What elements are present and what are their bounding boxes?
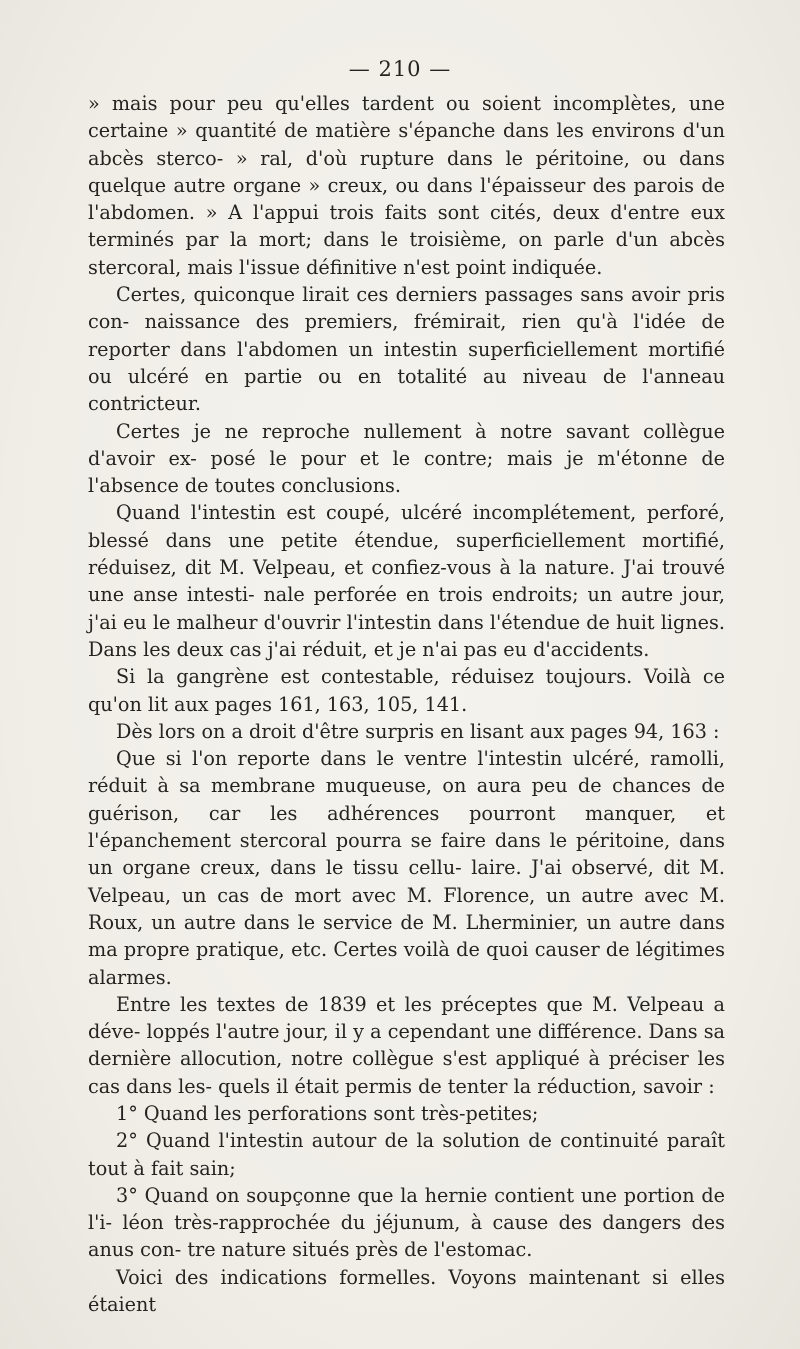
paragraph-gangrene-contestable: Si la gangrène est contestable, réduisez toujours. Voilà ce qu'on lit aux pages 161, 163, 105, 141. — [88, 665, 725, 716]
list-item-1: 1° Quand les perforations sont très-petites; — [116, 1101, 539, 1125]
page-number: — 210 — — [348, 57, 452, 81]
paragraph-certes-quiconque: Certes, quiconque lirait ces derniers passages sans avoir pris con- naissance des premiers, frémirait, rien qu'à l'idée de reporter dans l'abdomen un intestin superficiellement mortifié ou ulcéré en partie ou en totalité au niveau de l'anneau contricteur. — [88, 283, 725, 416]
list-item-3: 3° Quand on soupçonne que la hernie contient une portion de l'i- léon très-rapprochée du jéjunum, à cause des dangers des anus con- tre nature situés près de l'estomac. — [88, 1183, 725, 1262]
list-item-2: 2° Quand l'intestin autour de la solution de continuité paraît tout à fait sain; — [88, 1129, 725, 1180]
paragraph-entre-les-textes: Entre les textes de 1839 et les préceptes que M. Velpeau a déve- loppés l'autre jour, il y a cependant une différence. Dans sa dernière allocution, notre collègue s'est appliqué à préciser les cas dans les- quels il était permis de tenter la réduction, savoir : — [88, 992, 725, 1098]
paragraph-quand-intestin-coupe: Quand l'intestin est coupé, ulcéré incomplétement, perforé, blessé dans une petite étendue, superficiellement mortifié, réduisez, dit M. Velpeau, et confiez-vous à la nature. J'ai trouvé une anse intesti- nale perforée en trois endroits; un autre jour, j'ai eu le malheur d'ouvrir l'intestin dans l'étendue de huit lignes. Dans les deux cas j'ai réduit, et je n'ai pas eu d'accidents. — [88, 501, 725, 661]
paragraph-voici-indications: Voici des indications formelles. Voyons maintenant si elles étaient — [88, 1265, 725, 1317]
paragraph-que-si-on-reporte: Que si l'on reporte dans le ventre l'intestin ulcéré, ramolli, réduit à sa membrane muqueuse, on aura peu de chances de guérison, car les adhérences pourront manquer, et l'épanchement stercoral pourra se faire dans le péritoine, dans un organe creux, dans le tissu cellu- laire. J'ai observé, dit M. Velpeau, un cas de mort avec M. Florence, un autre avec M. Roux, un autre dans le service de M. Lherminier, un autre dans ma propre pratique, etc. Certes voilà de quoi causer de légitimes alarmes. — [88, 747, 725, 989]
paragraph-quote-continuation: » mais pour peu qu'elles tardent ou soient incomplètes, une certaine » quantité de matière s'épanche dans les environs d'un abcès sterco- » ral, d'où rupture dans le péritoine, ou dans quelque autre organe » creux, ou dans l'épaisseur des parois de l'abdomen. » A l'appui trois faits sont cités, deux d'entre eux terminés par la mort; dans le troisième, on parle d'un abcès stercoral, mais l'issue définitive n'est point indiquée. — [88, 92, 725, 279]
paragraph-certes-reproche: Certes je ne reproche nullement à notre savant collègue d'avoir ex- posé le pour et le contre; mais je m'étonne de l'absence de toutes conclusions. — [88, 419, 725, 498]
body-text — [88, 90, 725, 1318]
paragraph-des-lors: Dès lors on a droit d'être surpris en lisant aux pages 94, 163 : — [116, 719, 720, 743]
